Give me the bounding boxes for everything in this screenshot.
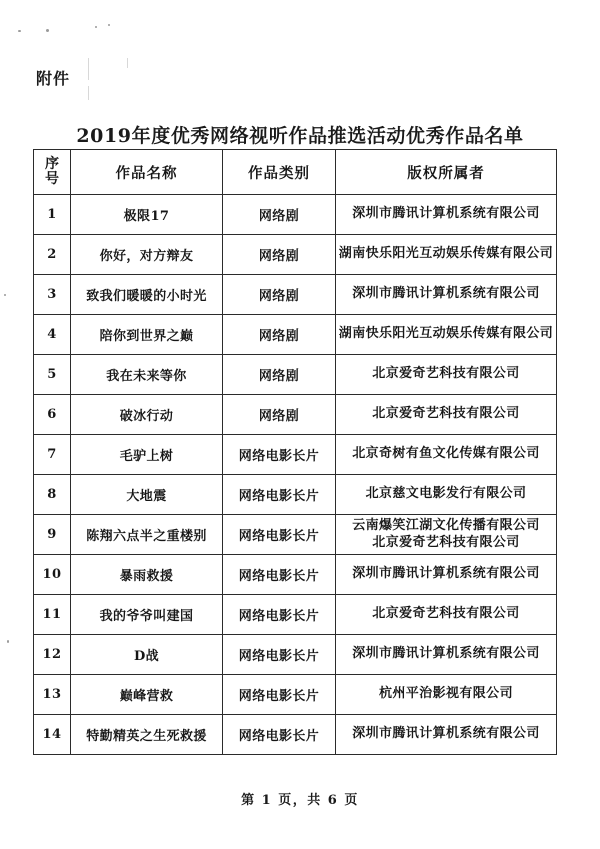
- cell-index: 7: [34, 435, 71, 475]
- cell-index: 4: [34, 315, 71, 355]
- cell-category: 网络剧: [223, 395, 336, 435]
- copyright-owner-line: 深圳市腾讯计算机系统有限公司: [352, 566, 540, 582]
- cell-category: 网络电影长片: [223, 475, 336, 515]
- table-row: [34, 315, 557, 355]
- cell-copyright-owner: [336, 635, 557, 675]
- copyright-owner-line: 深圳市腾讯计算机系统有限公司: [352, 726, 540, 742]
- cell-category: 网络剧: [223, 275, 336, 315]
- cell-work-name: 特勤精英之生死救援: [71, 715, 223, 755]
- cell-index: 13: [34, 675, 71, 715]
- table-row: [34, 675, 557, 715]
- cell-index: 9: [34, 515, 71, 555]
- cell-copyright-owner: [336, 435, 557, 475]
- column-header-owner: 版权所属者: [336, 150, 557, 195]
- cell-copyright-owner: [336, 675, 557, 715]
- copyright-owner-line: 杭州平治影视有限公司: [378, 686, 513, 702]
- cell-index: 6: [34, 395, 71, 435]
- scan-speckle: [95, 26, 97, 28]
- scan-speckle: [108, 24, 110, 26]
- column-header-index-line1: 序: [45, 156, 59, 173]
- cell-index: 3: [34, 275, 71, 315]
- cell-index: 11: [34, 595, 71, 635]
- cell-index: 5: [34, 355, 71, 395]
- copyright-owner-line: 北京爱奇艺科技有限公司: [372, 366, 520, 382]
- cell-copyright-owner: [336, 595, 557, 635]
- cell-index: 14: [34, 715, 71, 755]
- table-row: [34, 555, 557, 595]
- cell-index: 8: [34, 475, 71, 515]
- copyright-owner-line: 北京爱奇艺科技有限公司: [372, 406, 520, 422]
- scan-speckle: [46, 29, 49, 32]
- awards-table: [33, 149, 557, 755]
- column-header-index: [34, 150, 71, 195]
- column-header-index-line2: 号: [45, 170, 59, 187]
- copyright-owner-line: 北京奇树有鱼文化传媒有限公司: [352, 446, 540, 462]
- column-header-name: 作品名称: [71, 150, 223, 195]
- cell-work-name: 陈翔六点半之重楼别: [71, 515, 223, 555]
- cell-work-name: 大地震: [71, 475, 223, 515]
- cell-copyright-owner: [336, 355, 557, 395]
- table-row: [34, 355, 557, 395]
- scan-artifact-line: [88, 86, 89, 100]
- table-row: [34, 475, 557, 515]
- cell-work-name: 极限17: [71, 195, 223, 235]
- table-row: [34, 435, 557, 475]
- copyright-owner-line: 深圳市腾讯计算机系统有限公司: [352, 206, 540, 222]
- cell-work-name: 陪你到世界之巅: [71, 315, 223, 355]
- copyright-owner-line: 湖南快乐阳光互动娱乐传媒有限公司: [338, 326, 554, 342]
- scan-speckle: [7, 640, 9, 643]
- cell-copyright-owner: [336, 315, 557, 355]
- cell-copyright-owner: [336, 235, 557, 275]
- awards-table-container: [33, 149, 556, 755]
- column-header-category: 作品类别: [223, 150, 336, 195]
- scan-artifact-line: [88, 58, 89, 80]
- cell-copyright-owner: [336, 395, 557, 435]
- awards-table-body: [34, 195, 557, 755]
- cell-category: 网络电影长片: [223, 515, 336, 555]
- page-footer: 第 1 页，共 6 页: [241, 793, 359, 808]
- cell-index: 2: [34, 235, 71, 275]
- cell-category: 网络电影长片: [223, 555, 336, 595]
- cell-work-name: 巅峰营救: [71, 675, 223, 715]
- cell-category: 网络电影长片: [223, 675, 336, 715]
- cell-copyright-owner: [336, 475, 557, 515]
- scan-speckle: [4, 294, 6, 296]
- cell-index: 12: [34, 635, 71, 675]
- scan-speckle: [18, 30, 21, 32]
- attachment-label: 附件: [36, 69, 71, 88]
- cell-work-name: 我在未来等你: [71, 355, 223, 395]
- cell-category: 网络剧: [223, 235, 336, 275]
- cell-index: 1: [34, 195, 71, 235]
- table-row: [34, 195, 557, 235]
- cell-category: 网络电影长片: [223, 715, 336, 755]
- table-row: [34, 235, 557, 275]
- table-row: [34, 395, 557, 435]
- copyright-owner-line: 深圳市腾讯计算机系统有限公司: [352, 646, 540, 662]
- cell-copyright-owner: [336, 275, 557, 315]
- cell-work-name: 你好，对方辩友: [71, 235, 223, 275]
- cell-copyright-owner: [336, 515, 557, 555]
- copyright-owner-line: 深圳市腾讯计算机系统有限公司: [352, 286, 540, 302]
- cell-category: 网络电影长片: [223, 595, 336, 635]
- cell-category: 网络电影长片: [223, 435, 336, 475]
- table-row: [34, 715, 557, 755]
- table-row: [34, 515, 557, 555]
- copyright-owner-line: 北京爱奇艺科技有限公司: [372, 606, 520, 622]
- cell-work-name: 致我们暖暖的小时光: [71, 275, 223, 315]
- cell-work-name: 我的爷爷叫建国: [71, 595, 223, 635]
- table-header-row: [34, 150, 557, 195]
- copyright-owner-line: 湖南快乐阳光互动娱乐传媒有限公司: [338, 246, 554, 262]
- cell-work-name: 毛驴上树: [71, 435, 223, 475]
- copyright-owner-line: 北京慈文电影发行有限公司: [365, 486, 527, 502]
- cell-index: 10: [34, 555, 71, 595]
- cell-copyright-owner: [336, 195, 557, 235]
- cell-category: 网络电影长片: [223, 635, 336, 675]
- cell-category: 网络剧: [223, 315, 336, 355]
- copyright-owner-line: 北京爱奇艺科技有限公司: [372, 534, 520, 550]
- cell-category: 网络剧: [223, 195, 336, 235]
- cell-work-name: D战: [71, 635, 223, 675]
- cell-work-name: 破冰行动: [71, 395, 223, 435]
- table-row: [34, 275, 557, 315]
- cell-copyright-owner: [336, 555, 557, 595]
- page-title: 2019年度优秀网络视听作品推选活动优秀作品名单: [76, 124, 524, 147]
- cell-copyright-owner: [336, 715, 557, 755]
- cell-work-name: 暴雨救援: [71, 555, 223, 595]
- scan-artifact-line: [127, 58, 128, 68]
- table-row: [34, 595, 557, 635]
- cell-category: 网络剧: [223, 355, 336, 395]
- copyright-owner-line: 云南爆笑江湖文化传播有限公司: [352, 518, 540, 534]
- table-row: [34, 635, 557, 675]
